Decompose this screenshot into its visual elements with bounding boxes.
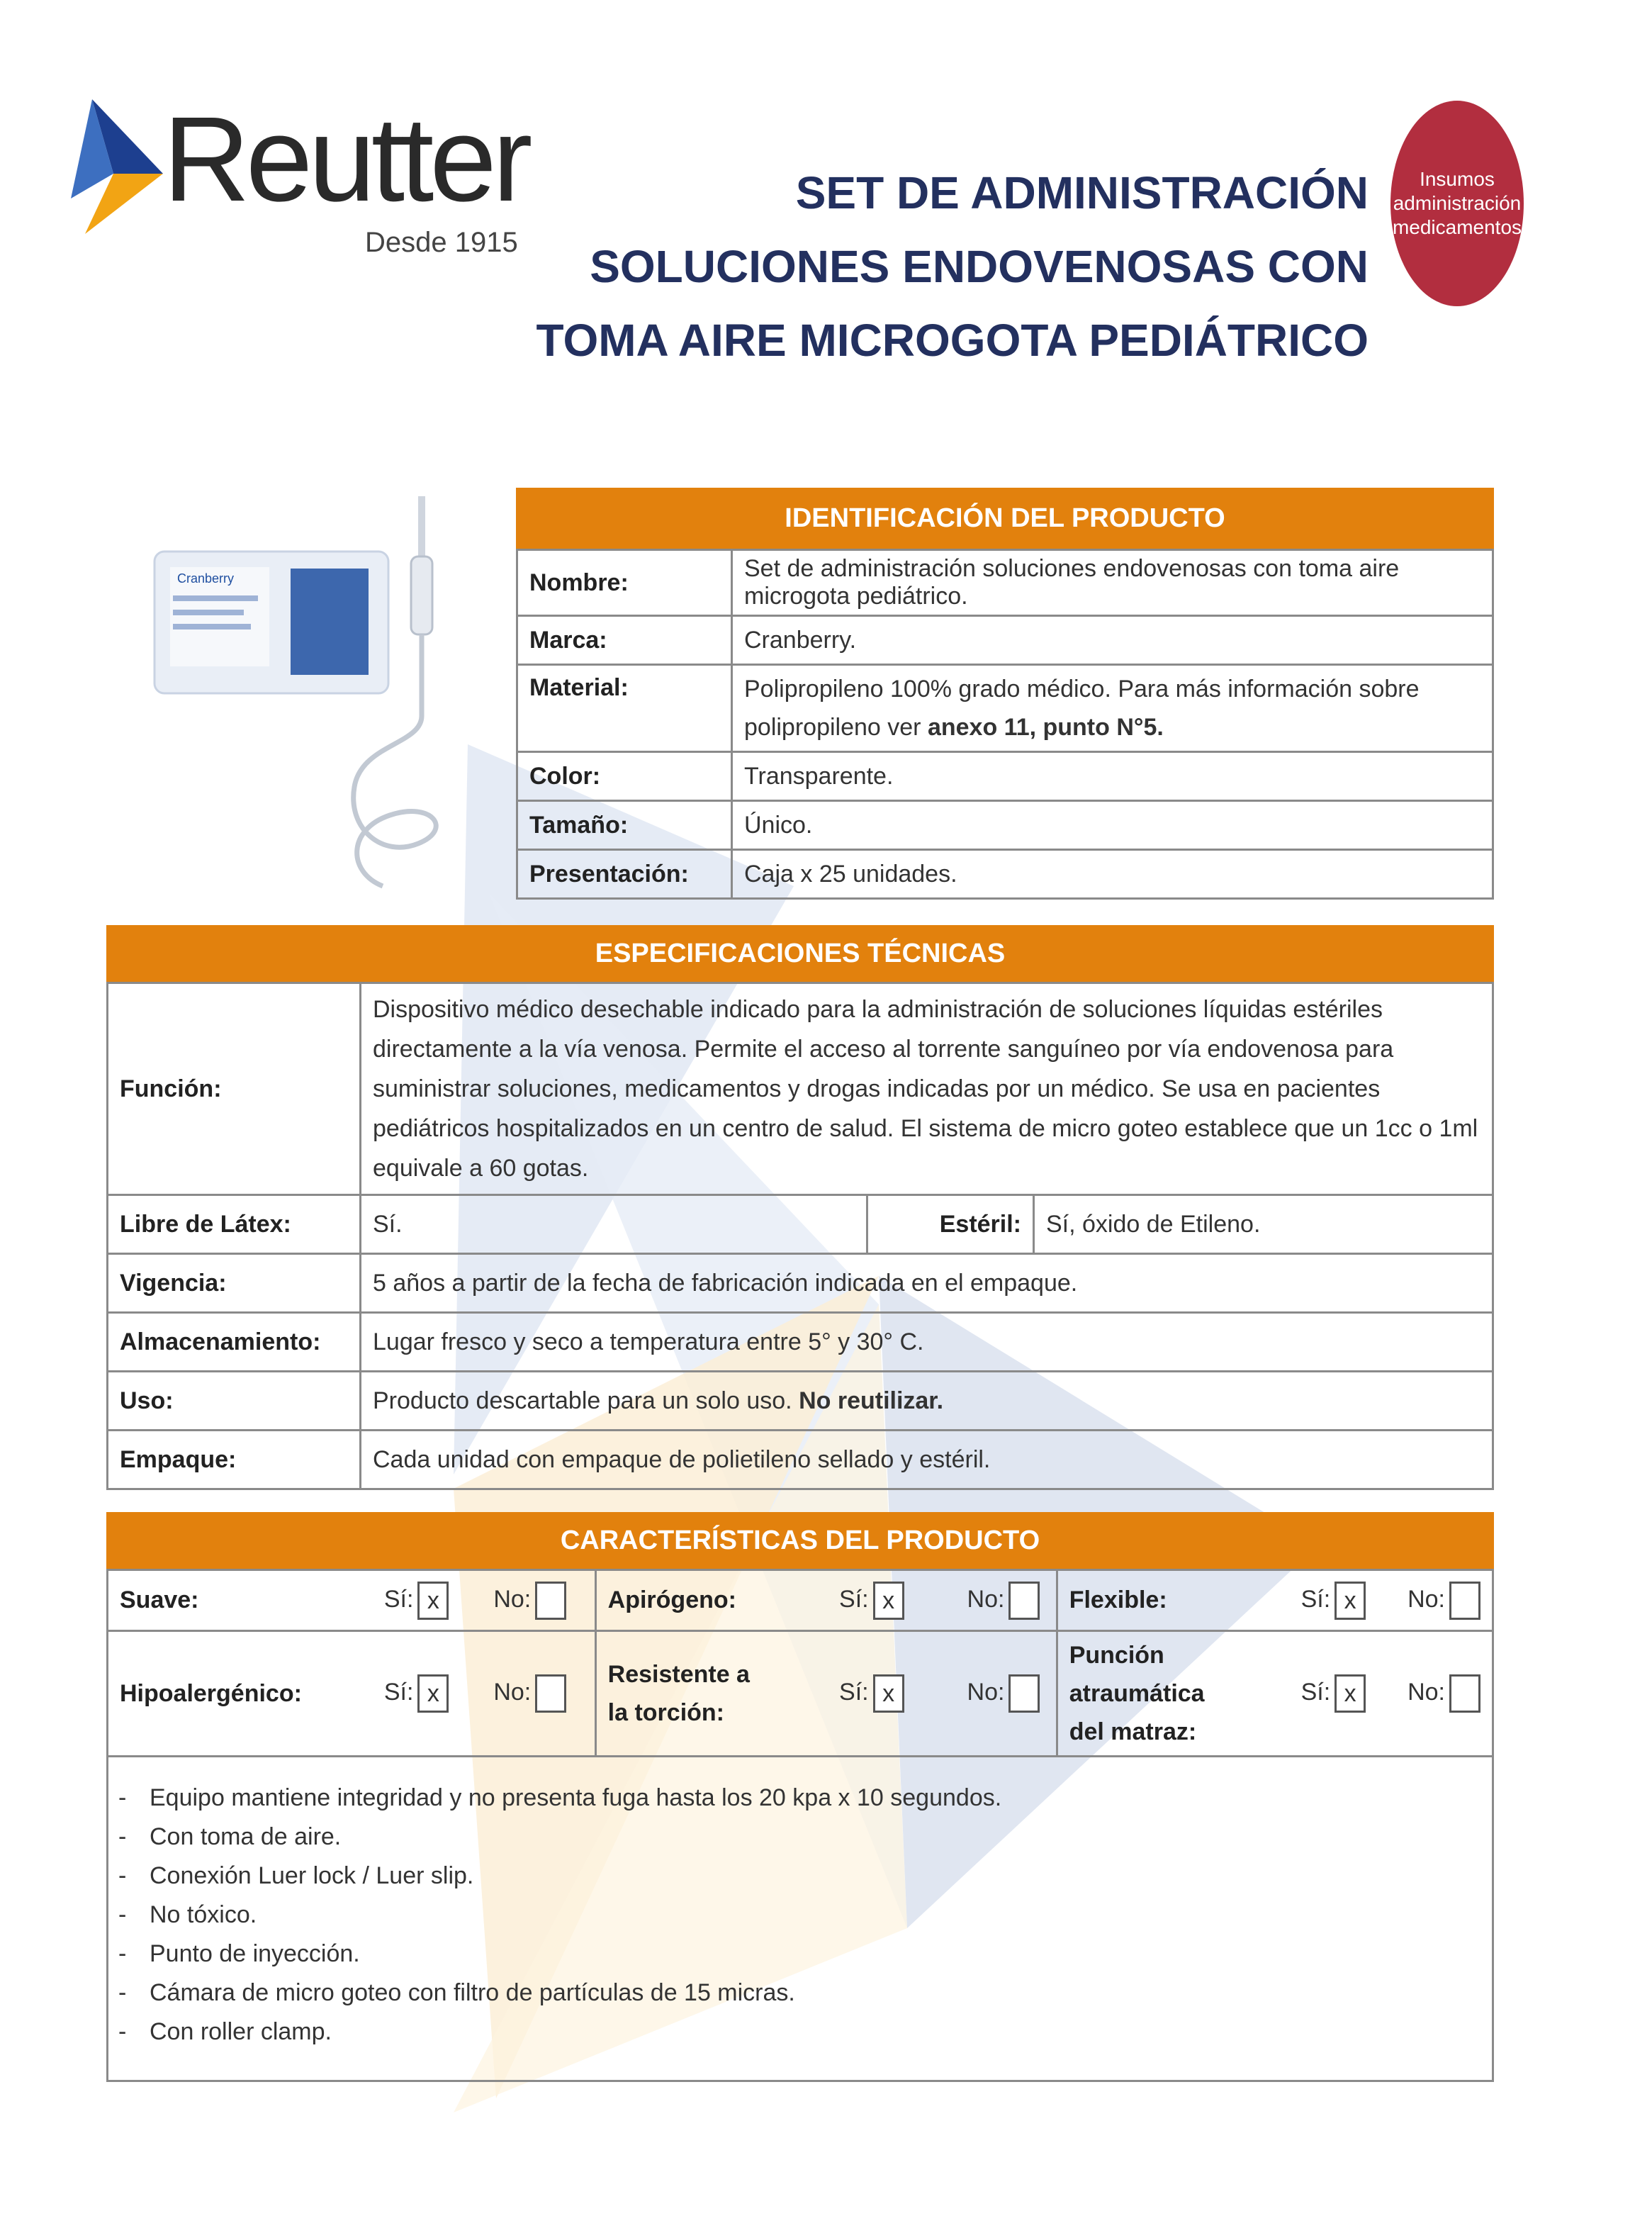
funcion-value: Dispositivo médico desechable indicado para la administración de soluciones líquidas estériles directamente a la vía venosa. Permite el acceso al torrente sanguíneo por vía endovenosa para suministrar soluciones, medicamentos y drogas indicadas por un médico. Se usa en pacientes pediátricos hospitalizados en un centro de salud. El sistema de micro goteo establece que un 1cc o 1ml equivale a 60 gotas. xyxy=(361,983,1493,1195)
list-item: - No tóxico. xyxy=(118,1896,1482,1935)
characteristics-section xyxy=(106,1512,1494,2082)
characteristics-table xyxy=(106,1569,1494,1757)
si-label: Sí: xyxy=(1300,1585,1331,1613)
table-row xyxy=(517,850,1493,899)
row-label: Presentación: xyxy=(517,850,732,899)
char-label xyxy=(595,1631,828,1757)
si-checkbox[interactable]: x xyxy=(417,1582,449,1620)
badge-line-3: medicamentos xyxy=(1392,216,1522,238)
table-row xyxy=(108,1254,1493,1313)
package-label: Cranberry xyxy=(177,571,235,586)
category-badge xyxy=(1390,101,1524,306)
no-label: No: xyxy=(493,1585,532,1613)
row-label: Nombre: xyxy=(517,550,732,616)
brand-mark-icon xyxy=(71,99,163,241)
notes-list xyxy=(118,1779,1482,2052)
no-label: No: xyxy=(1407,1585,1445,1613)
si-label: Sí: xyxy=(839,1678,869,1706)
list-item: - Equipo mantiene integridad y no presenta fuga hasta los 20 kpa x 10 segundos. xyxy=(118,1779,1482,1818)
uso-warning: No reutilizar. xyxy=(799,1387,944,1414)
si-checkbox[interactable]: x xyxy=(1334,1582,1366,1620)
esteril-label: Estéril: xyxy=(867,1195,1034,1254)
no-checkbox[interactable] xyxy=(1008,1674,1040,1713)
si-label: Sí: xyxy=(839,1585,869,1613)
char-label-line-1: Resistente a xyxy=(607,1661,750,1688)
table-row xyxy=(517,752,1493,801)
row-label: Marca: xyxy=(517,616,732,665)
char-checks xyxy=(1290,1631,1493,1757)
esteril-value: Sí, óxido de Etileno. xyxy=(1034,1195,1493,1254)
si-checkbox[interactable]: x xyxy=(1334,1674,1366,1713)
empaque-label: Empaque: xyxy=(108,1431,361,1489)
table-row xyxy=(517,801,1493,850)
char-label: Flexible: xyxy=(1057,1570,1289,1631)
specs-table xyxy=(106,982,1494,1490)
row-value: Caja x 25 unidades. xyxy=(732,850,1493,899)
row-value: Transparente. xyxy=(732,752,1493,801)
table-row xyxy=(108,1631,1493,1757)
almacenamiento-value: Lugar fresco y seco a temperatura entre 5° y 30° C. xyxy=(361,1313,1493,1372)
si-label: Sí: xyxy=(1300,1678,1331,1706)
no-label: No: xyxy=(493,1678,532,1706)
no-checkbox[interactable] xyxy=(535,1674,566,1713)
table-row xyxy=(517,550,1493,616)
list-item: - Conexión Luer lock / Luer slip. xyxy=(118,1857,1482,1896)
table-row xyxy=(517,616,1493,665)
row-value xyxy=(732,665,1493,752)
char-label: Apirógeno: xyxy=(595,1570,828,1631)
material-text: Polipropileno 100% grado médico. Para más información sobre polipropileno ver xyxy=(744,676,1420,741)
si-label: Sí: xyxy=(383,1585,414,1613)
row-value: Único. xyxy=(732,801,1493,850)
badge-line-2: administración xyxy=(1393,192,1522,214)
document-title xyxy=(518,156,1369,377)
no-checkbox[interactable] xyxy=(535,1582,566,1620)
product-image xyxy=(149,489,461,893)
empaque-value: Cada unidad con empaque de polietileno sellado y estéril. xyxy=(361,1431,1493,1489)
char-label-line-1: Punción atraumática xyxy=(1069,1642,1205,1707)
row-label: Tamaño: xyxy=(517,801,732,850)
uso-value xyxy=(361,1372,1493,1431)
vigencia-value: 5 años a partir de la fecha de fabricación indicada en el empaque. xyxy=(361,1254,1493,1313)
char-label-line-2: la torción: xyxy=(607,1699,724,1726)
latex-value: Sí. xyxy=(361,1195,867,1254)
uso-label: Uso: xyxy=(108,1372,361,1431)
title-line-2: SOLUCIONES ENDOVENOSAS CON xyxy=(590,241,1369,292)
char-label-line-2: del matraz: xyxy=(1069,1718,1197,1745)
table-row xyxy=(108,983,1493,1195)
characteristics-notes xyxy=(106,1757,1494,2082)
table-row xyxy=(108,1195,1493,1254)
badge-line-1: Insumos xyxy=(1420,168,1495,190)
identification-section xyxy=(516,488,1494,900)
no-label: No: xyxy=(967,1678,1005,1706)
identification-header: IDENTIFICACIÓN DEL PRODUCTO xyxy=(516,488,1494,549)
char-checks xyxy=(828,1570,1057,1631)
brand-since: Desde 1915 xyxy=(365,227,518,258)
specs-header: ESPECIFICACIONES TÉCNICAS xyxy=(106,925,1494,982)
no-checkbox[interactable] xyxy=(1449,1582,1480,1620)
uso-text: Producto descartable para un solo uso. xyxy=(373,1387,792,1414)
row-label: Color: xyxy=(517,752,732,801)
row-value: Cranberry. xyxy=(732,616,1493,665)
list-item: - Con roller clamp. xyxy=(118,2013,1482,2052)
si-checkbox[interactable]: x xyxy=(873,1582,904,1620)
characteristics-header: CARACTERÍSTICAS DEL PRODUCTO xyxy=(106,1512,1494,1569)
latex-label: Libre de Látex: xyxy=(108,1195,361,1254)
si-label: Sí: xyxy=(383,1678,414,1706)
table-row xyxy=(108,1313,1493,1372)
table-row xyxy=(108,1570,1493,1631)
row-label: Material: xyxy=(517,665,732,752)
title-line-1: SET DE ADMINISTRACIÓN xyxy=(795,167,1369,218)
material-annex: anexo 11, punto N°5. xyxy=(927,714,1164,741)
si-checkbox[interactable]: x xyxy=(417,1674,449,1713)
char-checks xyxy=(373,1570,595,1631)
brand-name: Reutter xyxy=(163,92,529,227)
char-label xyxy=(1057,1631,1289,1757)
title-line-3: TOMA AIRE MICROGOTA PEDIÁTRICO xyxy=(536,315,1369,366)
char-checks xyxy=(828,1631,1057,1757)
list-item: - Con toma de aire. xyxy=(118,1818,1482,1857)
no-label: No: xyxy=(1407,1678,1445,1706)
table-row xyxy=(517,665,1493,752)
specs-section xyxy=(106,925,1494,1490)
no-checkbox[interactable] xyxy=(1449,1674,1480,1713)
funcion-label: Función: xyxy=(108,983,361,1195)
no-label: No: xyxy=(967,1585,1005,1613)
char-label: Hipoalergénico: xyxy=(108,1631,373,1757)
char-checks xyxy=(1290,1570,1493,1631)
table-row xyxy=(108,1372,1493,1431)
no-checkbox[interactable] xyxy=(1008,1582,1040,1620)
char-label: Suave: xyxy=(108,1570,373,1631)
si-checkbox[interactable]: x xyxy=(873,1674,904,1713)
table-row xyxy=(108,1431,1493,1489)
row-value: Set de administración soluciones endovenosas con toma aire microgota pediátrico. xyxy=(732,550,1493,616)
vigencia-label: Vigencia: xyxy=(108,1254,361,1313)
char-checks xyxy=(373,1631,595,1757)
list-item: - Cámara de micro goteo con filtro de partículas de 15 micras. xyxy=(118,1974,1482,2013)
brand-logo xyxy=(71,92,529,269)
almacenamiento-label: Almacenamiento: xyxy=(108,1313,361,1372)
identification-table xyxy=(516,549,1494,900)
list-item: - Punto de inyección. xyxy=(118,1935,1482,1974)
